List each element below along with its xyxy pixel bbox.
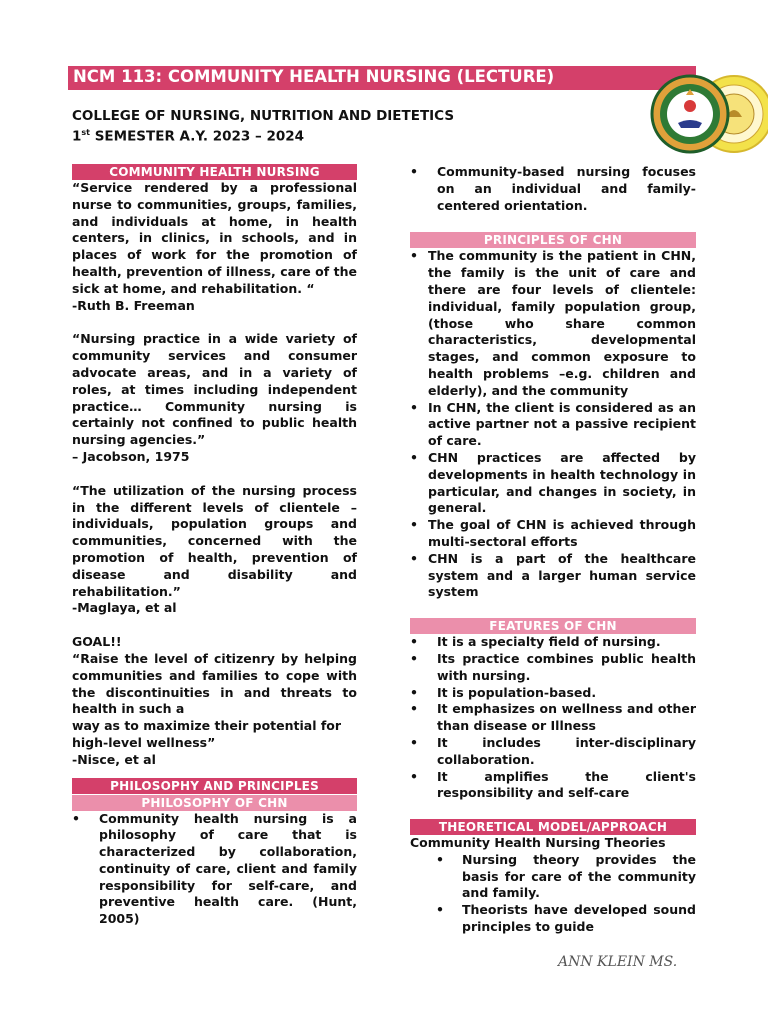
goal-quote-part1: “Raise the level of citizenry by helping communities and families to cope with the discontinuities in and threats to health in such a	[72, 650, 357, 717]
goal-quote-part2: way as to maximize their potential for high-level wellness”	[72, 718, 342, 750]
semester-line: 1st SEMESTER A.Y. 2023 – 2024	[72, 128, 305, 145]
principle-item: • The goal of CHN is achieved through multi-sectoral efforts	[410, 517, 696, 549]
philosophy-bullet: • Community health nursing is a philosophy of care that is characterized by collaboration, continuity of care, client and family responsibility for self-care, and preventive health care. (Hunt, 2005)	[72, 810, 357, 927]
section-header-features-of-chn: FEATURES OF CHN	[410, 618, 696, 634]
principle-item: • The community is the patient in CHN, the family is the unit of care and there are four levels of clientele: individual, family population group, (those who share common characteristics, developmental stages, and common exposure to health problems –e.g. children and elderly), and the community	[410, 248, 696, 398]
principle-item: • CHN is a part of the healthcare system and a larger human service system	[410, 550, 696, 600]
author-footer: ANN KLEIN MS.	[558, 954, 678, 970]
community-based-nursing-bullet: • Community-based nursing focuses on an individual and family-centered orientation.	[410, 164, 696, 213]
bullet-glyph: •	[410, 164, 418, 179]
theory-item: • Nursing theory provides the basis for care of the community and family.	[436, 851, 696, 901]
feature-item: • It includes inter-disciplinary collaboration.	[410, 734, 696, 767]
goal-attribution: -Nisce, et al	[72, 751, 156, 767]
jacobson-attribution: – Jacobson, 1975	[72, 448, 190, 464]
goal-label: GOAL!!	[72, 634, 122, 650]
feature-item: • It emphasizes on wellness and other than disease or Illness	[410, 701, 696, 734]
section-header-community-health-nursing: COMMUNITY HEALTH NURSING	[72, 164, 357, 180]
title-bar	[68, 66, 696, 90]
jacobson-definition: “Nursing practice in a wide variety of community services and consumer advocate areas, and in a variety of roles, at times including independent practice… Community nursing is certainly not confined to public health nursing agencies.”	[72, 331, 357, 448]
principle-item: • CHN practices are affected by developments in health technology in particular, and changes in society, in general.	[410, 449, 696, 516]
section-header-theoretical-model: THEORETICAL MODEL/APPROACH	[410, 819, 696, 835]
section-header-philosophy-and-principles: PHILOSOPHY AND PRINCIPLES	[72, 778, 357, 794]
left-column	[72, 164, 357, 928]
theory-subheading: Community Health Nursing Theories	[410, 835, 666, 851]
maglaya-definition: “The utilization of the nursing process in the different levels of clientele – individuals, population groups and communities, concerned with the promotion of health, prevention of disease and disability and rehabilitation.”	[72, 482, 357, 599]
freeman-attribution: -Ruth B. Freeman	[72, 297, 195, 313]
bullet-glyph: •	[72, 810, 80, 826]
college-seals-logo	[650, 73, 768, 155]
feature-item: • Its practice combines public health with nursing.	[410, 650, 696, 683]
feature-item: • It amplifies the client's responsibility and self-care	[410, 768, 696, 801]
college-name: COLLEGE OF NURSING, NUTRITION AND DIETETICS	[72, 108, 455, 124]
feature-item: • It is a specialty field of nursing.	[410, 634, 661, 650]
page-title: NCM 113: COMMUNITY HEALTH NURSING (LECTURE)	[73, 67, 555, 86]
section-header-philosophy-of-chn: PHILOSOPHY OF CHN	[72, 795, 357, 811]
feature-item: • It is population-based.	[410, 684, 597, 700]
theory-item: • Theorists have developed sound principles to guide	[436, 902, 696, 935]
maglaya-attribution: -Maglaya, et al	[72, 600, 177, 616]
principle-item: • In CHN, the client is considered as an active partner not a passive recipient of care.	[410, 399, 696, 449]
section-header-principles-of-chn: PRINCIPLES OF CHN	[410, 232, 696, 248]
freeman-definition: “Service rendered by a professional nurse to communities, groups, families, and individuals at home, in health centers, in clinics, in schools, and in places of work for the promotion of health, prevention of illness, care of the sick at home, and rehabilitation. “	[72, 180, 357, 296]
right-column	[410, 164, 696, 936]
